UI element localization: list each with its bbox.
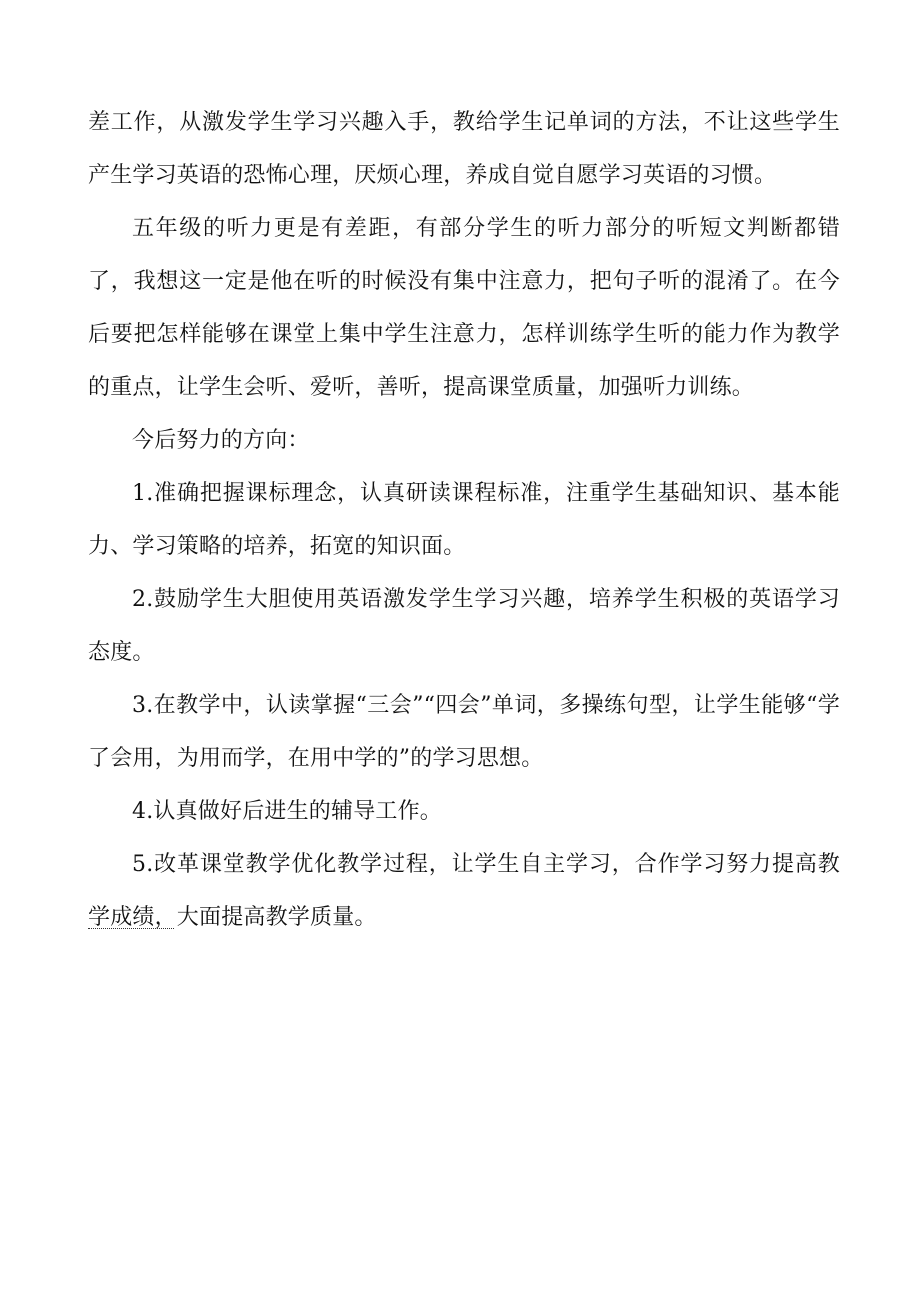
list-item-1: 1.准确把握课标理念，认真研读课程标准，注重学生基础知识、基本能力、学习策略的培养，拓宽的知识面。 [88, 481, 840, 559]
list-item-5: 5.改革课堂教学优化教学过程，让学生自主学习，合作学习努力提高教学成绩，大面提高教学质量。 [88, 852, 840, 930]
paragraph-listening-gap: 五年级的听力更是有差距，有部分学生的听力部分的听短文判断都错了，我想这一定是他在听的时候没有集中注意力，把句子听的混淆了。在今后要把怎样能够在课堂上集中学生注意力，怎样训练学生听的能力作为教学的重点，让学生会听、爱听，善听，提高课堂质量，加强听力训练。 [88, 216, 840, 400]
list-item-4: 4.认真做好后进生的辅导工作。 [132, 799, 442, 824]
body-text [88, 96, 840, 944]
list-item-2: 2.鼓励学生大胆使用英语激发学生学习兴趣，培养学生积极的英语学习态度。 [88, 587, 840, 665]
paragraph-continuation: 差工作，从激发学生学习兴趣入手，教给学生记单词的方法，不让这些学生产生学习英语的恐怖心理，厌烦心理，养成自觉自愿学习英语的习惯。 [88, 110, 840, 188]
footnote-separator [88, 928, 174, 929]
list-item-3: 3.在教学中，认读掌握“三会”“四会”单词，多操练句型，让学生能够“学了会用，为用而学，在用中学的”的学习思想。 [88, 693, 840, 771]
paragraph-future-direction-heading: 今后努力的方向： [132, 428, 310, 453]
